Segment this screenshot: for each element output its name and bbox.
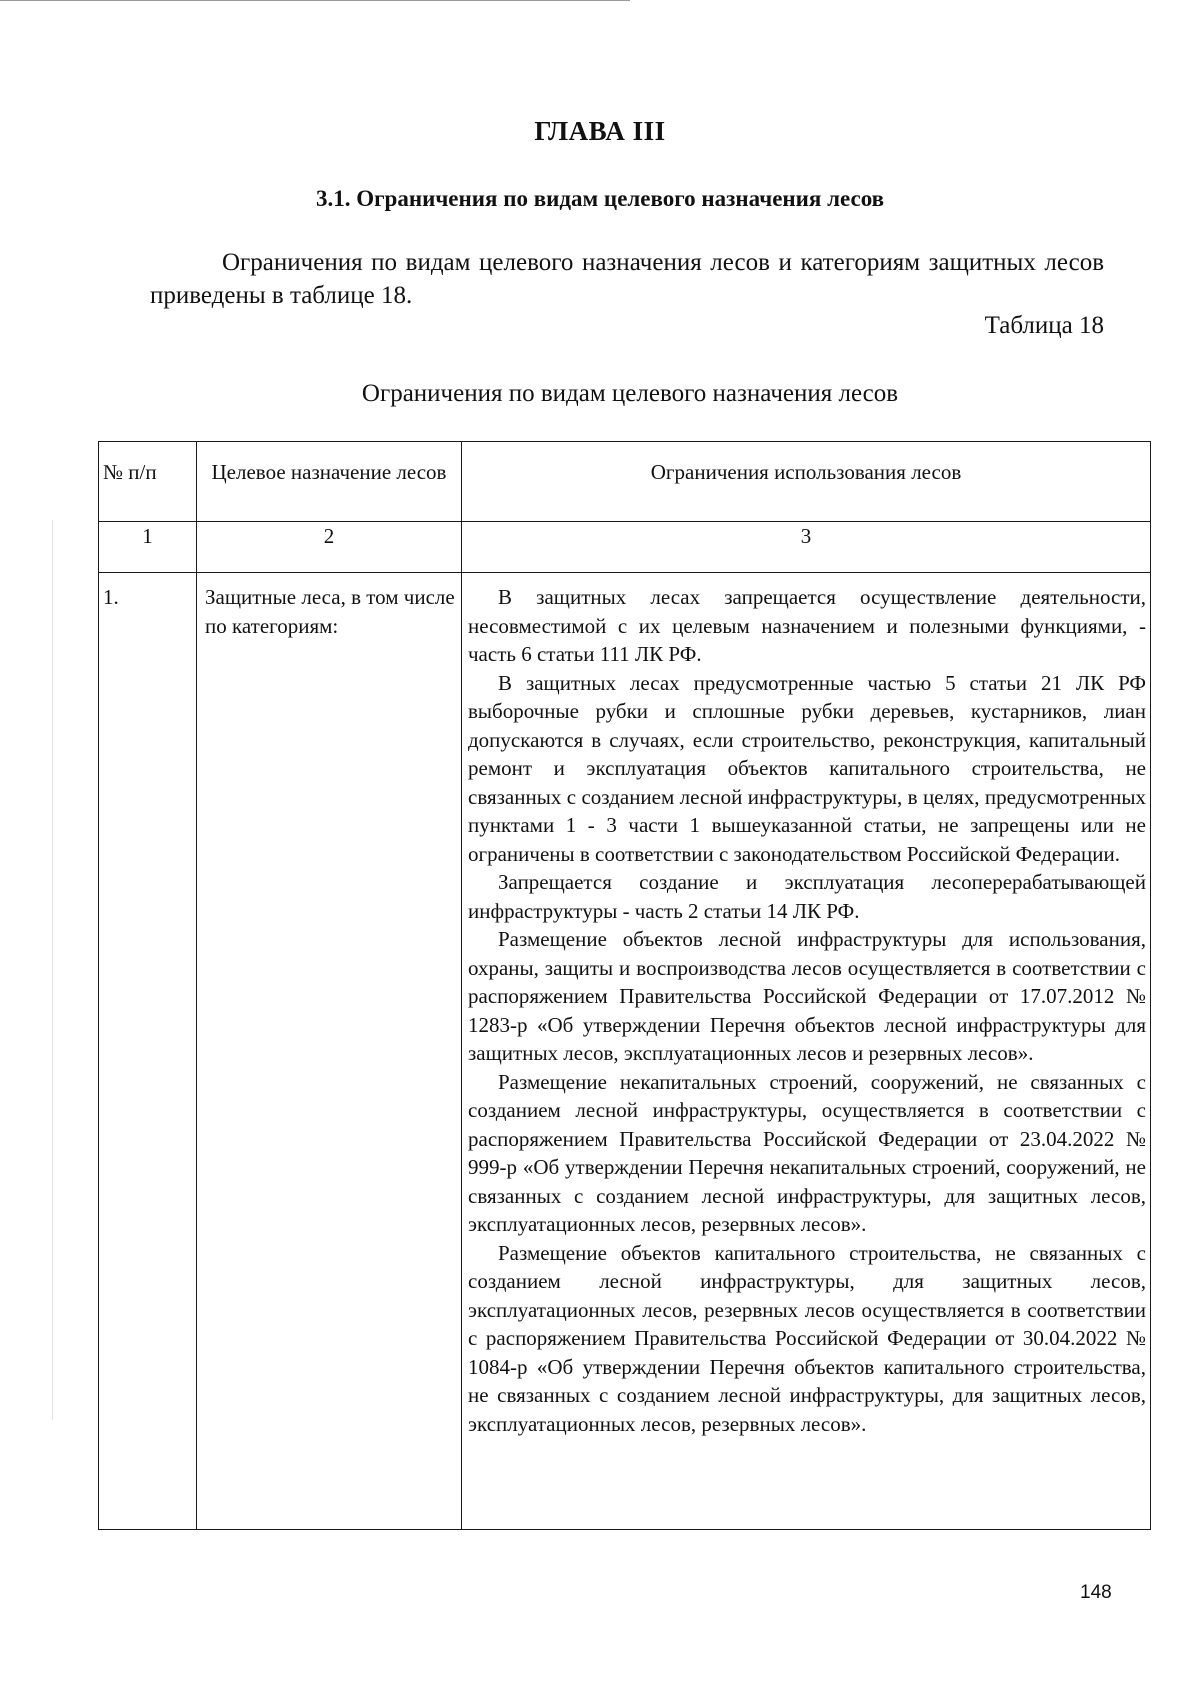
intro-paragraph	[150, 246, 1104, 312]
table-title: Ограничения по видам целевого назначения лесов	[361, 380, 899, 407]
table-row	[99, 573, 1151, 1530]
column-number-1: 1	[99, 522, 197, 573]
row-purpose: Защитные леса, в том числе по категориям:	[197, 573, 462, 1530]
column-number-2: 2	[197, 522, 462, 573]
intro-text: Ограничения по видам целевого назначения лесов и категориям защитных лесов приведены в таблице 18.	[150, 249, 1104, 309]
page-number: 148	[1080, 1582, 1112, 1603]
restriction-paragraph: В защитных лесах предусмотренные частью 5 статьи 21 ЛК РФ выборочные рубки и сплошные рубки деревьев, кустарников, лиан допускаются в случаях, если строительство, реконструкция, капитальный ремонт и эксплуатация объектов капитального строительства, не связанных с созданием лесной инфраструктуры, в целях, предусмотренных пунктами 1 - 3 части 1 вышеуказанной статьи, не запрещены или не ограничены в соответствии с законодательством Российской Федерации.	[468, 670, 1146, 866]
column-number-row	[99, 522, 1151, 573]
restriction-paragraph: В защитных лесах запрещается осуществление деятельности, несовместимой с их целевым назначением и полезными функциями, - часть 6 статьи 111 ЛК РФ.	[468, 585, 1146, 666]
row-number: 1.	[99, 573, 197, 1530]
section-title: 3.1. Ограничения по видам целевого назначения лесов	[315, 186, 885, 211]
restriction-paragraph: Размещение некапитальных строений, сооружений, не связанных с созданием лесной инфраструктуры, осуществляется в соответствии с распоряжением Правительства Российской Федерации от 23.04.2022 № 999-р «Об утверждении Перечня некапитальных строений, сооружений, не связанных с созданием лесной инфраструктуры, для защитных лесов, эксплуатационных лесов, резервных лесов».	[468, 1069, 1146, 1236]
restriction-paragraph: Размещение объектов лесной инфраструктуры для использования, охраны, защиты и воспроизводства лесов осуществляется в соответствии с распоряжением Правительства Российской Федерации от 17.07.2012 № 1283-р «Об утверждении Перечня объектов лесной инфраструктуры для защитных лесов, эксплуатационных лесов и резервных лесов».	[468, 927, 1146, 1065]
row-restrictions	[462, 573, 1151, 1530]
header-purpose: Целевое назначение лесов	[197, 442, 462, 522]
table-number: Таблица 18	[984, 312, 1104, 339]
header-num: № п/п	[99, 442, 197, 522]
table-header-row	[99, 442, 1151, 522]
chapter-heading: ГЛАВА III	[534, 116, 666, 146]
restrictions-table	[98, 441, 1151, 1530]
scan-margin-mark	[52, 520, 53, 1420]
restriction-paragraph: Размещение объектов капитального строительства, не связанных с созданием лесной инфраструктуры, для защитных лесов, эксплуатационных лесов, резервных лесов осуществляется в соответствии с распоряжением Правительства Российской Федерации от 30.04.2022 № 1084-р «Об утверждении Перечня объектов капитального строительства, не связанных с созданием лесной инфраструктуры, для защитных лесов, эксплуатационных лесов, резервных лесов».	[468, 1240, 1146, 1436]
restriction-paragraph: Запрещается создание и эксплуатация лесоперерабатывающей инфраструктуры - часть 2 статьи 14 ЛК РФ.	[468, 870, 1146, 923]
column-number-3: 3	[462, 522, 1151, 573]
scan-edge-line	[0, 0, 630, 1]
header-restrictions: Ограничения использования лесов	[462, 442, 1151, 522]
